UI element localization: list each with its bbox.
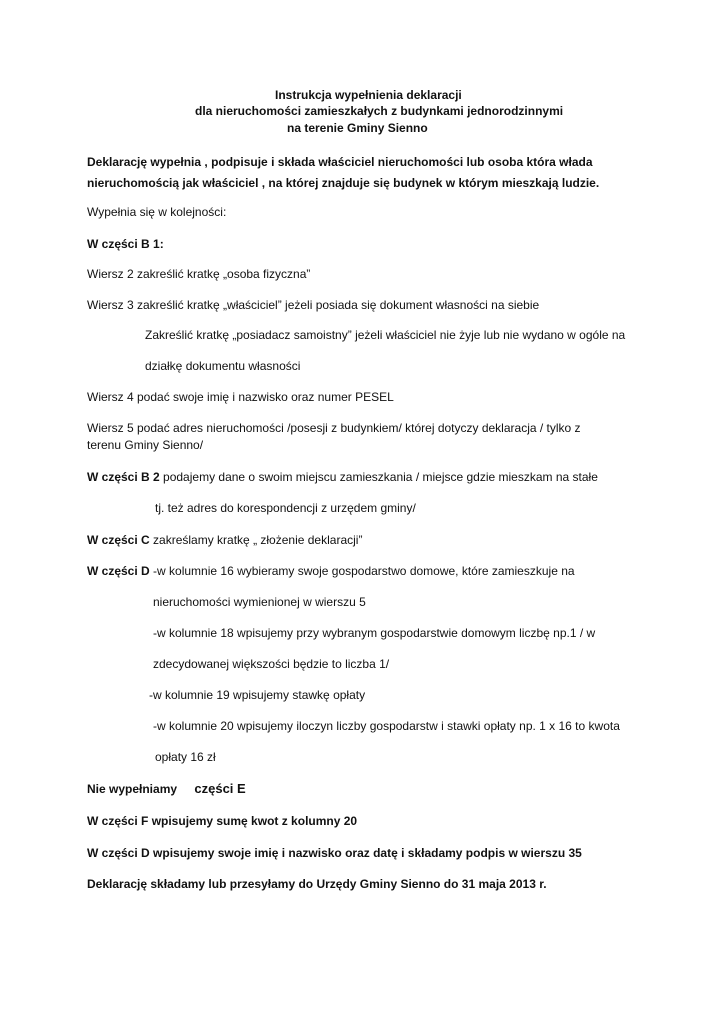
part-d-l6: -w kolumnie 20 wpisujemy iloczyn liczby gospodarstw i stawki opłaty np. 1 x 16 to kwota xyxy=(153,719,620,733)
intro-line-1: Deklarację wypełnia , podpisuje i składa właściciel nieruchomości lub osoba która włada xyxy=(87,155,593,169)
part-b1-row4: Wiersz 4 podać swoje imię i nazwisko oraz numer PESEL xyxy=(87,390,394,404)
part-d-l4: zdecydowanej większości będzie to liczba 1/ xyxy=(153,657,390,671)
part-b1-row2: Wiersz 2 zakreślić kratkę „osoba fizyczna” xyxy=(87,267,311,281)
part-d2-line: W części D wpisujemy swoje imię i nazwisko oraz datę i składamy podpis w wierszu 35 xyxy=(87,846,582,860)
part-d-text: -w kolumnie 16 wybieramy swoje gospodarstwo domowe, które zamieszkuje na xyxy=(149,564,575,578)
final-line: Deklarację składamy lub przesyłamy do Urzędy Gminy Sienno do 31 maja 2013 r. xyxy=(87,877,547,891)
order-text: Wypełnia się w kolejności: xyxy=(87,205,227,219)
part-e-label: Nie wypełniamy xyxy=(87,782,178,796)
part-b1-row3c: działkę dokumentu własności xyxy=(145,359,301,373)
title-line-1: Instrukcja wypełnienia deklaracji xyxy=(275,88,462,102)
part-b1-row3b: Zakreślić kratkę „posiadacz samoistny” jeżeli właściciel nie żyje lub nie wydano w ogóle na xyxy=(145,328,626,342)
part-d-l7: opłaty 16 zł xyxy=(155,750,216,764)
part-b1-row3: Wiersz 3 zakreślić kratkę „właściciel” jeżeli posiada się dokument własności na siebie xyxy=(87,298,540,312)
part-d-l5: -w kolumnie 19 wpisujemy stawkę opłaty xyxy=(149,688,366,702)
part-d-label: W części D xyxy=(87,564,150,578)
part-c-label: W części C xyxy=(87,533,150,547)
part-f-line: W części F wpisujemy sumę kwot z kolumny 20 xyxy=(87,814,358,828)
part-b1-row5b: terenu Gminy Sienno/ xyxy=(87,438,204,452)
part-e-big: części E xyxy=(194,781,246,796)
part-d-line xyxy=(87,564,575,579)
part-e-line xyxy=(87,781,246,797)
part-b1-row5a: Wiersz 5 podać adres nieruchomości /posesji z budynkiem/ której dotyczy deklaracja / tylko z xyxy=(87,421,581,435)
part-b2-line xyxy=(87,470,598,485)
part-c-text: zakreślamy kratkę „ złożenie deklaracji” xyxy=(149,533,363,547)
title-line-3: na terenie Gminy Sienno xyxy=(287,121,428,135)
part-c-line xyxy=(87,533,362,548)
part-b2-cont: tj. też adres do korespondencji z urzędem gminy/ xyxy=(155,501,416,515)
part-d-l2: nieruchomości wymienionej w wierszu 5 xyxy=(153,595,366,609)
part-b1-heading: W części B 1: xyxy=(87,237,164,251)
part-b2-text: podajemy dane o swoim miejscu zamieszkania / miejsce gdzie mieszkam na stałe xyxy=(159,470,598,484)
part-d-l3: -w kolumnie 18 wpisujemy przy wybranym gospodarstwie domowym liczbę np.1 / w xyxy=(153,626,596,640)
title-line-2: dla nieruchomości zamieszkałych z budynkami jednorodzinnymi xyxy=(195,104,564,118)
intro-line-2: nieruchomością jak właściciel , na której znajduje się budynek w którym mieszkają ludzie. xyxy=(87,176,600,190)
part-b2-label: W części B 2 xyxy=(87,470,160,484)
